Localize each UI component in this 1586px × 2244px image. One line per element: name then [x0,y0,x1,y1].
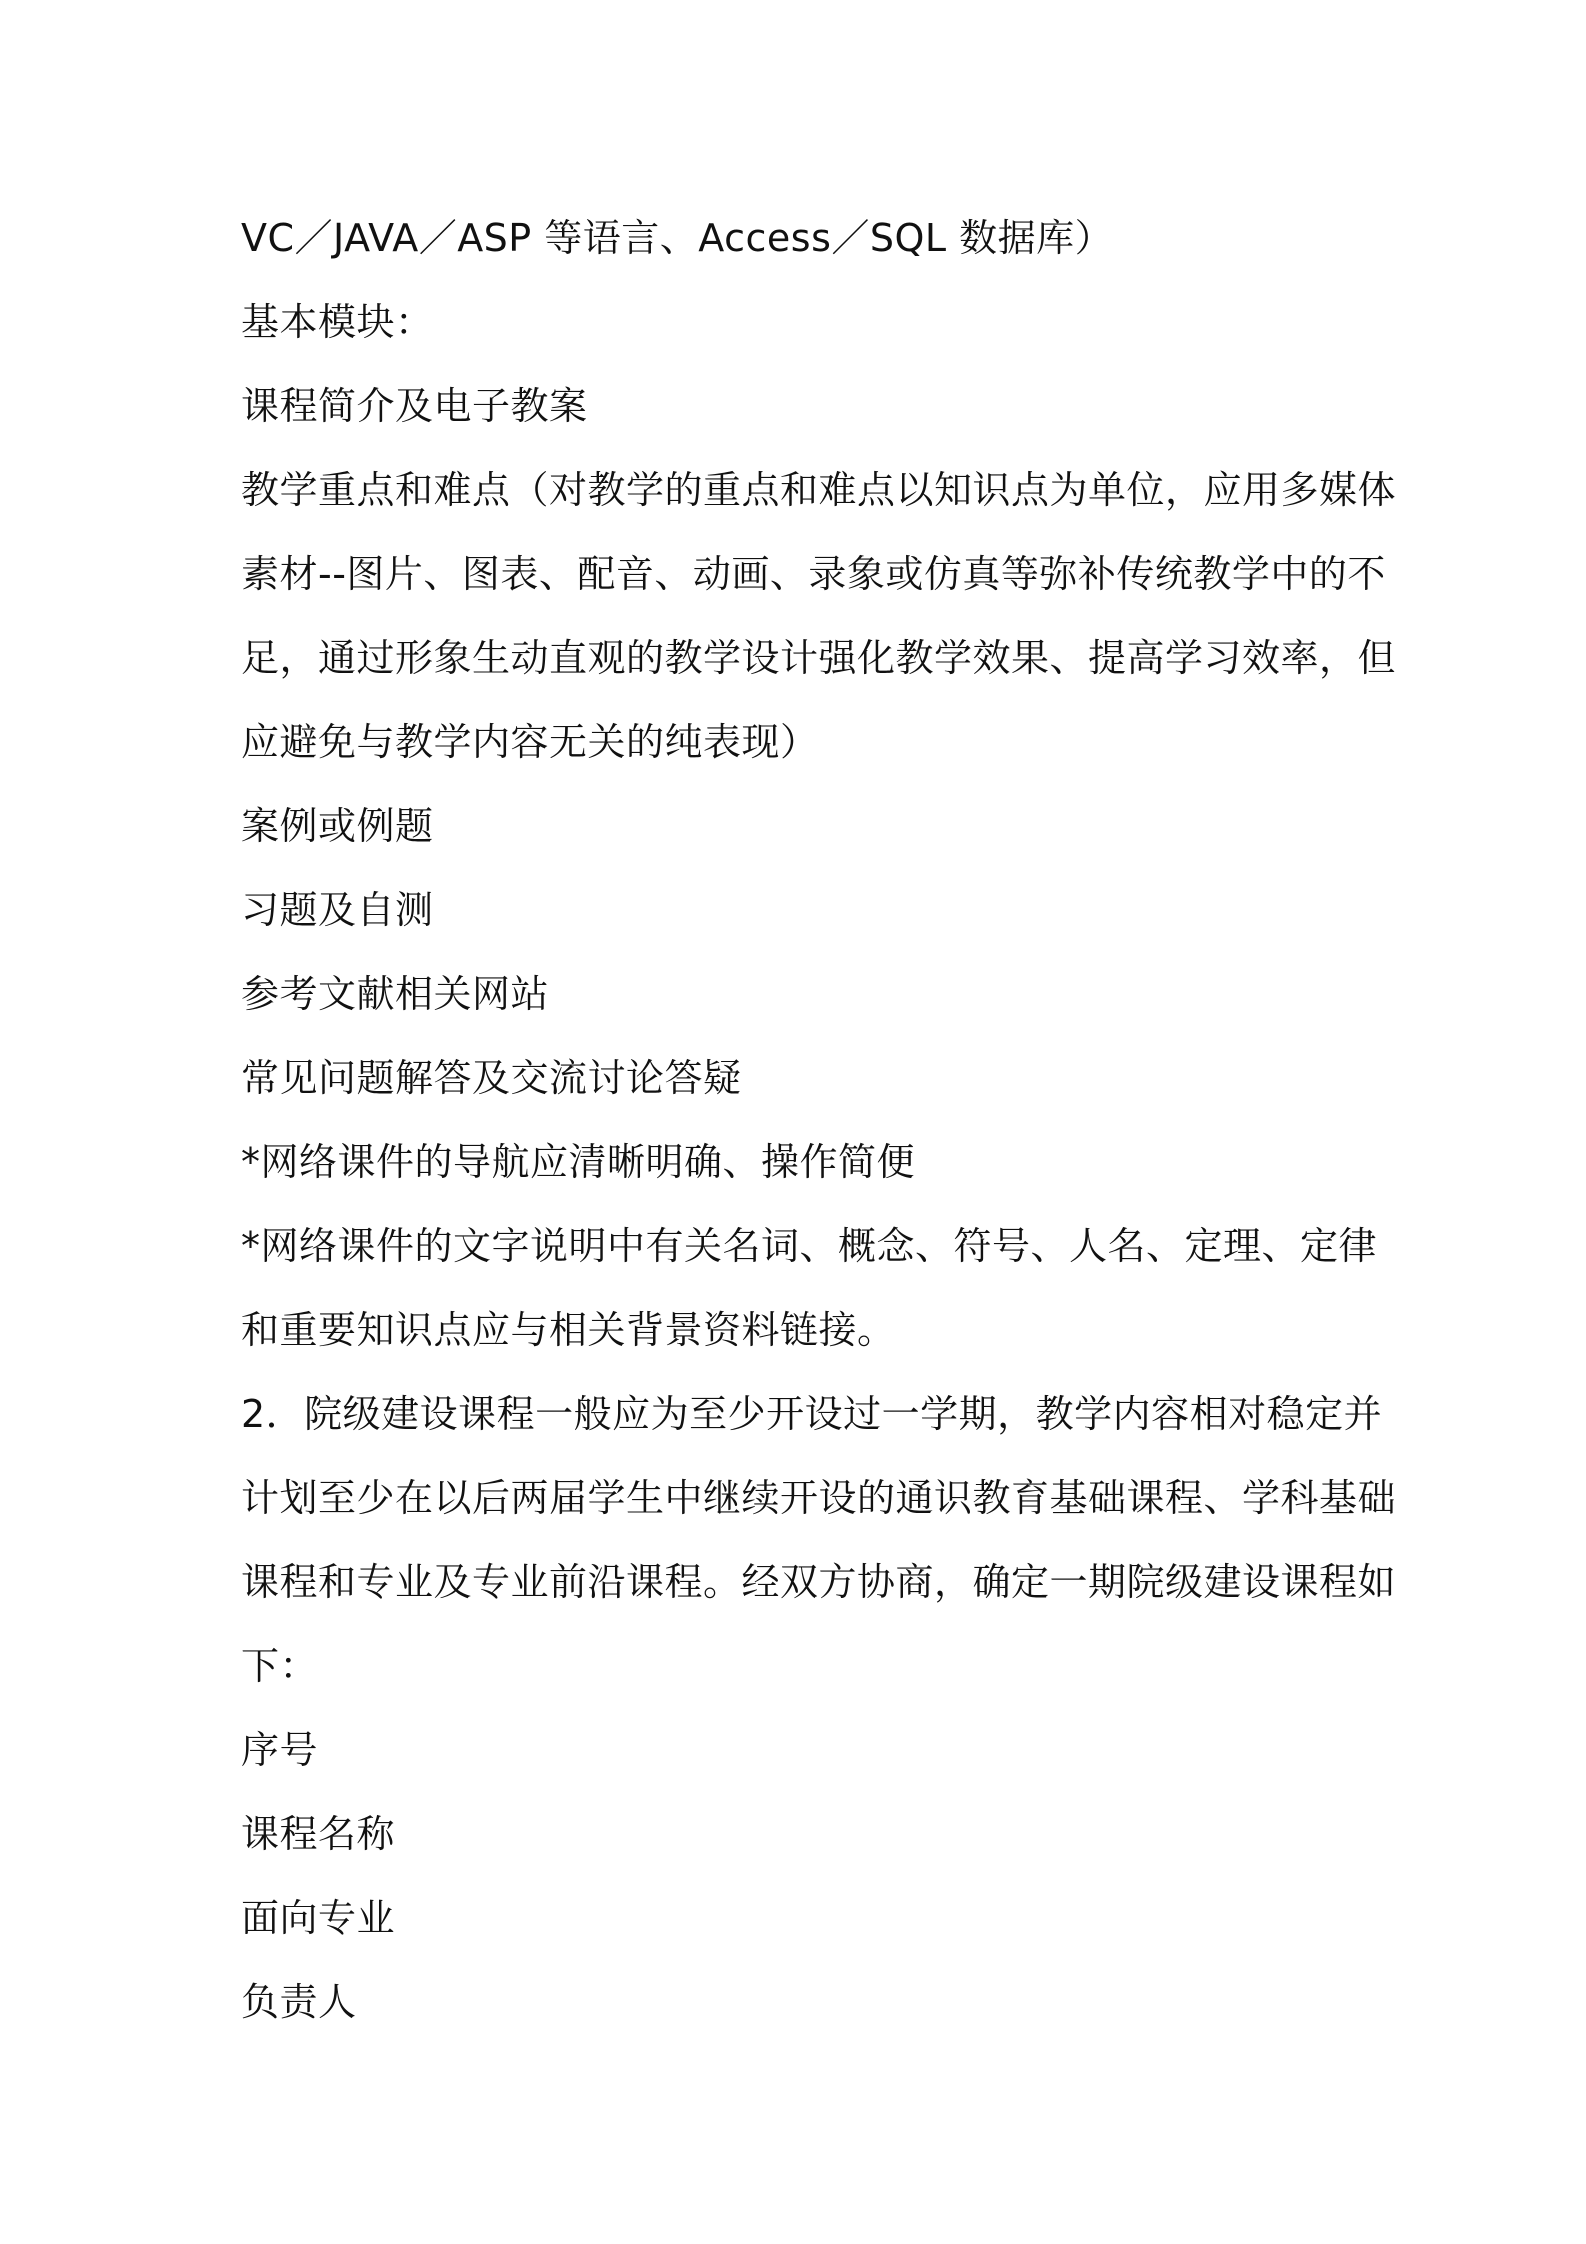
text-line-section-2-3: 课程和专业及专业前沿课程。经双方协商，确定一期院级建设课程如 [241,1560,1397,1604]
text-line-section-2-2: 计划至少在以后两届学生中继续开设的通识教育基础课程、学科基础 [241,1476,1397,1520]
text-line-cases: 案例或例题 [241,804,434,848]
text-line-course-intro: 课程简介及电子教案 [241,384,588,428]
table-header-owner: 负责人 [241,1980,357,2024]
text-line-navigation-note: *网络课件的导航应清晰明确、操作简便 [241,1140,916,1184]
text-line-section-2-1: 2．院级建设课程一般应为至少开设过一学期，教学内容相对稳定并 [241,1392,1383,1436]
text-line-section-2-4: 下： [241,1644,319,1688]
text-line-basic-modules-heading: 基本模块： [241,300,434,344]
text-line-text-note-2: 和重要知识点应与相关背景资料链接。 [241,1308,896,1352]
text-line-key-points-3: 足，通过形象生动直观的教学设计强化教学效果、提高学习效率，但 [241,636,1397,680]
document-body [241,196,1397,2044]
text-line-faq: 常见问题解答及交流讨论答疑 [241,1056,742,1100]
text-line-key-points-1: 教学重点和难点（对教学的重点和难点以知识点为单位，应用多媒体 [241,468,1397,512]
table-header-index: 序号 [241,1728,319,1772]
text-line-key-points-4: 应避免与教学内容无关的纯表现） [241,720,819,764]
text-line-text-note-1: *网络课件的文字说明中有关名词、概念、符号、人名、定理、定律 [241,1224,1378,1268]
table-header-target-major: 面向专业 [241,1896,396,1940]
text-line-key-points-2: 素材--图片、图表、配音、动画、录象或仿真等弥补传统教学中的不 [241,552,1386,596]
text-line-exercises: 习题及自测 [241,888,434,932]
table-header-course-name: 课程名称 [241,1812,396,1856]
text-line-references: 参考文献相关网站 [241,972,550,1016]
text-line-languages: VC／JAVA／ASP 等语言、Access／SQL 数据库） [241,216,1114,260]
